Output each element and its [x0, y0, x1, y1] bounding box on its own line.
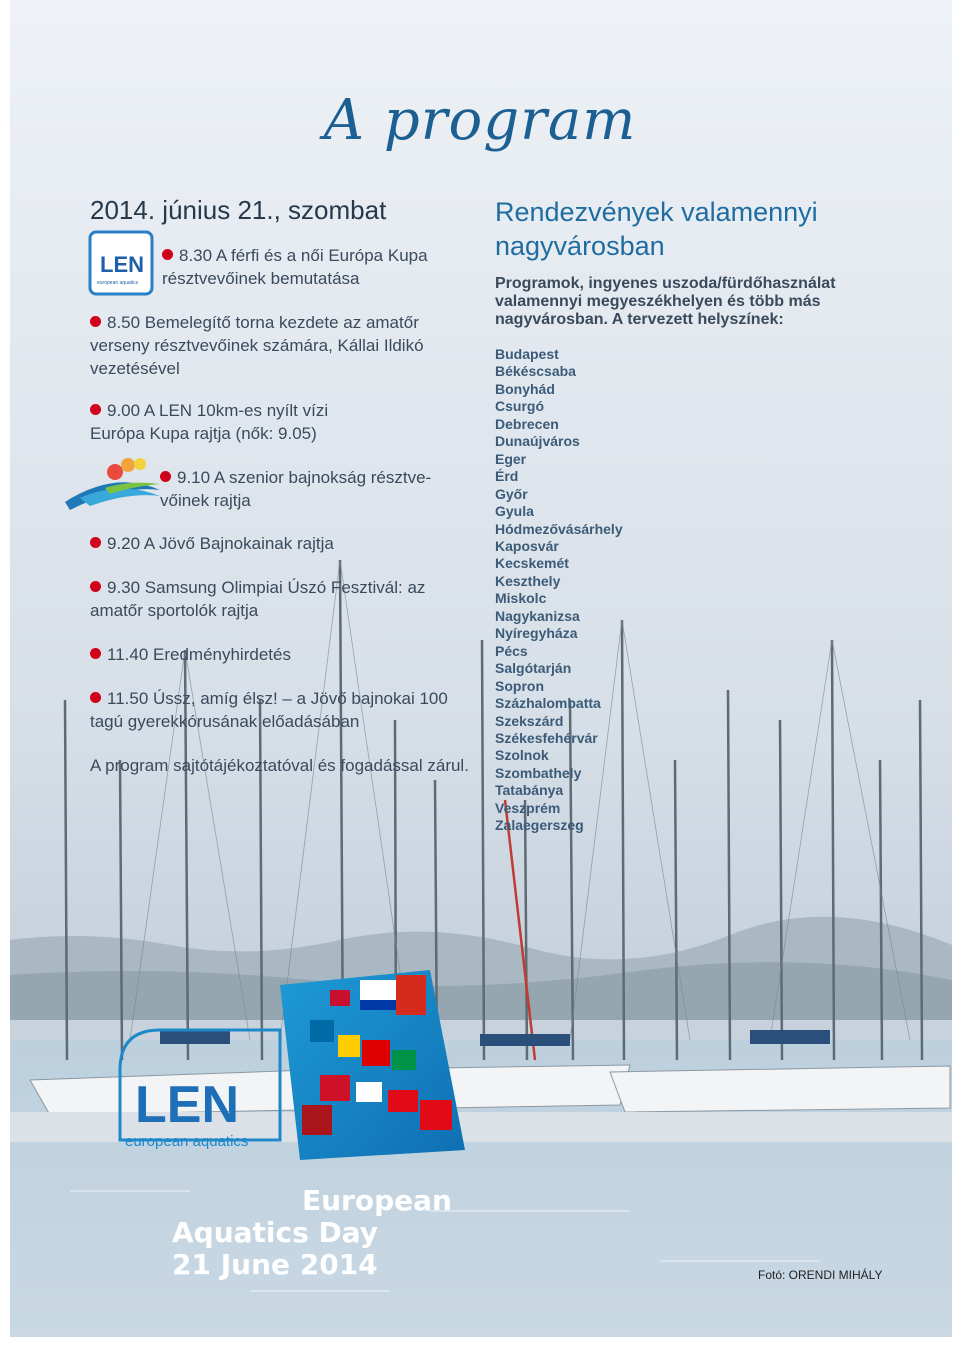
city-item: Szekszárd: [495, 712, 564, 729]
program-item: 8.30 A férfi és a női Európa Kupa résztvevőinek bemutatása: [162, 246, 428, 288]
city-item: Pécs: [495, 642, 528, 659]
bullet-icon: [90, 648, 101, 659]
city-item: Nyíregyháza: [495, 625, 578, 642]
city-item: Eger: [495, 450, 527, 467]
len-small-logo: [90, 232, 152, 294]
page-title: A program: [323, 88, 637, 153]
city-item: Salgótarján: [495, 660, 572, 677]
len-small-logo-text: LEN: [100, 252, 144, 277]
city-item: Kaposvár: [495, 537, 559, 554]
program-item: 11.40 Eredményhirdetés: [90, 643, 460, 666]
bullet-icon: [160, 471, 171, 482]
bullet-icon: [90, 316, 101, 327]
city-item: Érd: [495, 468, 519, 485]
city-item: Bonyhád: [495, 380, 555, 397]
city-item: Sopron: [495, 677, 544, 694]
city-item: Csurgó: [495, 398, 544, 415]
program-item: 8.50 Bemelegítő torna kezdete az amatőr verseny résztvevőinek számára, Kállai Ildikó vezetésével: [90, 313, 424, 378]
len-big-logo-subtext: european aquatics: [125, 1133, 249, 1150]
events-description: Programok, ingyenes uszoda/fürdőhasználat valamennyi megyeszékhelyen és több más nagyvárosban. A tervezett helyszínek:: [495, 275, 836, 328]
city-item: Keszthely: [495, 572, 561, 589]
city-item: Békéscsaba: [495, 363, 576, 380]
city-item: Hódmezővásárhely: [495, 520, 623, 537]
bullet-icon: [90, 404, 101, 415]
city-item: Veszprém: [495, 799, 561, 816]
program-closing-note: A program sajtótájékoztatóval és fogadással zárul.: [90, 756, 469, 775]
photo-credit: Fotó: ORENDI MIHÁLY: [758, 1268, 883, 1282]
program-item: 9.00 A LEN 10km-es nyílt vízi Európa Kupa rajtja (nők: 9.05): [90, 401, 329, 443]
city-item: Kecskemét: [495, 555, 569, 572]
event-date-line: 21 June 2014: [172, 1248, 378, 1281]
bullet-icon: [90, 537, 101, 548]
city-list: [495, 346, 623, 835]
program-item: 9.30 Samsung Olimpiai Úszó Fesztivál: az amatőr sportolók rajtja: [90, 578, 426, 620]
bullet-icon: [90, 692, 101, 703]
event-name: [172, 1185, 452, 1281]
event-date: 2014. június 21., szombat: [90, 195, 387, 225]
bullet-icon: [90, 581, 101, 592]
city-item: Győr: [495, 485, 528, 502]
city-item: Szolnok: [495, 747, 549, 764]
len-big-logo-text: LEN: [135, 1076, 239, 1134]
event-name-line2: Aquatics Day: [172, 1216, 379, 1249]
city-item: Gyula: [495, 503, 534, 520]
program-item: 11.50 Ússz, amíg élsz! – a Jövő bajnokai 100 tagú gyerekkórusának előadásában: [90, 689, 448, 731]
city-item: Tatabánya: [495, 782, 564, 799]
city-item: Szombathely: [495, 764, 582, 781]
city-item: Nagykanizsa: [495, 607, 580, 624]
bullet-icon: [162, 249, 173, 260]
city-item: Székesfehérvár: [495, 729, 598, 746]
city-item: Zalaegerszeg: [495, 817, 584, 834]
program-item: 9.20 A Jövő Bajnokainak rajtja: [90, 532, 460, 555]
city-item: Miskolc: [495, 590, 547, 607]
city-item: Budapest: [495, 346, 559, 362]
city-item: Debrecen: [495, 415, 559, 432]
city-item: Százhalombatta: [495, 695, 601, 712]
program-item: 9.10 A szenior bajnokság résztve-vőinek rajtja: [160, 468, 432, 510]
event-name-line1: European: [302, 1184, 452, 1217]
events-heading: Rendezvények valamennyi nagyvárosban: [495, 197, 818, 261]
city-item: Dunaújváros: [495, 433, 580, 450]
len-small-logo-subtext: european aquatics: [97, 280, 139, 286]
